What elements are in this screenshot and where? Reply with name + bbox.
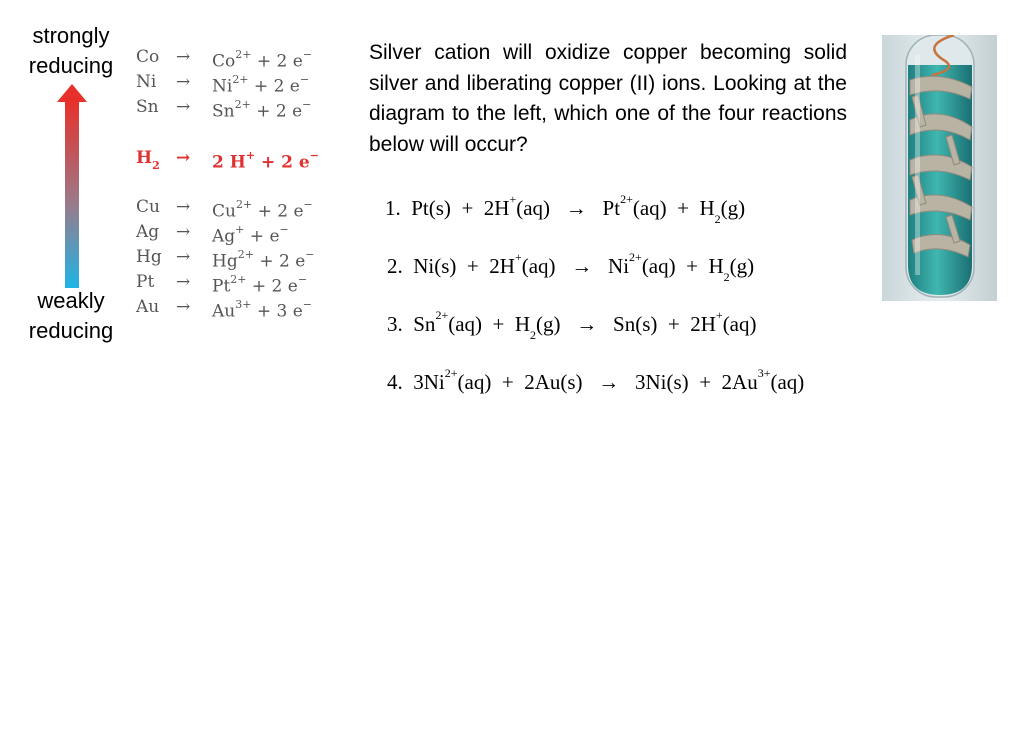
reactant: Ni <box>136 72 157 92</box>
reactant: Pt <box>136 272 155 292</box>
arrow-symbol: → <box>176 222 191 242</box>
arrow-head <box>57 84 87 102</box>
reactant: Hg <box>136 247 162 267</box>
product: $Au^{3+} + 3$ e− <box>212 298 313 322</box>
choice-1: 1. Pt(s) + 2H+(aq) → $Pt^{2+}(aq) + H_2(g)$ <box>385 192 746 227</box>
product: $Sn^{2+} + 2$ e− <box>212 98 312 122</box>
reactant: $H_2$ <box>136 148 160 173</box>
question-text: Silver cation will oxidize copper becoming solid silver and liberating copper (II) ions. Looking at the diagram to the left, which one of the four reactions below will occur? <box>369 41 847 156</box>
arrow-shaft <box>65 101 79 288</box>
arrow-symbol: → <box>176 247 191 267</box>
choice-4: 4. $3Ni^{2+}(aq) + 2Au(s)$ → $3Ni(s) + 2Au^{3+}(aq)$ <box>387 366 805 394</box>
reaction-arrow: → <box>576 312 598 336</box>
strong-label-line2: reducing <box>28 53 114 78</box>
tube-highlight <box>915 55 920 275</box>
arrow-symbol: → <box>176 97 191 117</box>
weak-label-line1: weakly <box>37 288 105 313</box>
choice-2: 2. Ni(s) + 2H+(aq) → $Ni^{2+}(aq) + H_2(g)$ <box>387 250 755 285</box>
reactant: Cu <box>136 197 160 217</box>
reducing-strength-arrow <box>56 84 88 288</box>
product: Ag+ + e− <box>212 223 289 247</box>
product: 2 H+ + 2 e− <box>212 149 319 173</box>
choice-3: 3. $Sn^{2+}(aq) + H_2(g)$ → Sn(s) + 2H+(aq) <box>387 308 757 343</box>
product: $Ni^{2+} + 2$ e− <box>212 73 310 97</box>
product: $Hg^{2+} + 2$ e− <box>212 248 315 272</box>
reactant: Ag <box>136 222 160 242</box>
product: $Cu^{2+} + 2$ e− <box>212 198 313 222</box>
arrow-symbol: → <box>176 197 191 217</box>
strongly-reducing-label <box>16 21 126 81</box>
reaction-arrow: → <box>598 370 620 394</box>
reaction-arrow: → <box>565 196 587 220</box>
strong-label-line1: strongly <box>32 23 110 48</box>
test-tube-photo <box>882 35 997 301</box>
arrow-symbol: → <box>176 148 191 168</box>
arrow-symbol: → <box>176 72 191 92</box>
reactant: Co <box>136 47 160 67</box>
product: $Co^{2+} + 2$ e− <box>212 48 313 72</box>
reaction-arrow: → <box>571 254 593 278</box>
weakly-reducing-label <box>16 286 126 346</box>
reactant: Sn <box>136 97 159 117</box>
arrow-symbol: → <box>176 272 191 292</box>
weak-label-line2: reducing <box>28 318 114 343</box>
product: $Pt^{2+} + 2$ e− <box>212 273 308 297</box>
arrow-symbol: → <box>176 297 191 317</box>
reactant: Au <box>136 297 160 317</box>
arrow-symbol: → <box>176 47 191 67</box>
